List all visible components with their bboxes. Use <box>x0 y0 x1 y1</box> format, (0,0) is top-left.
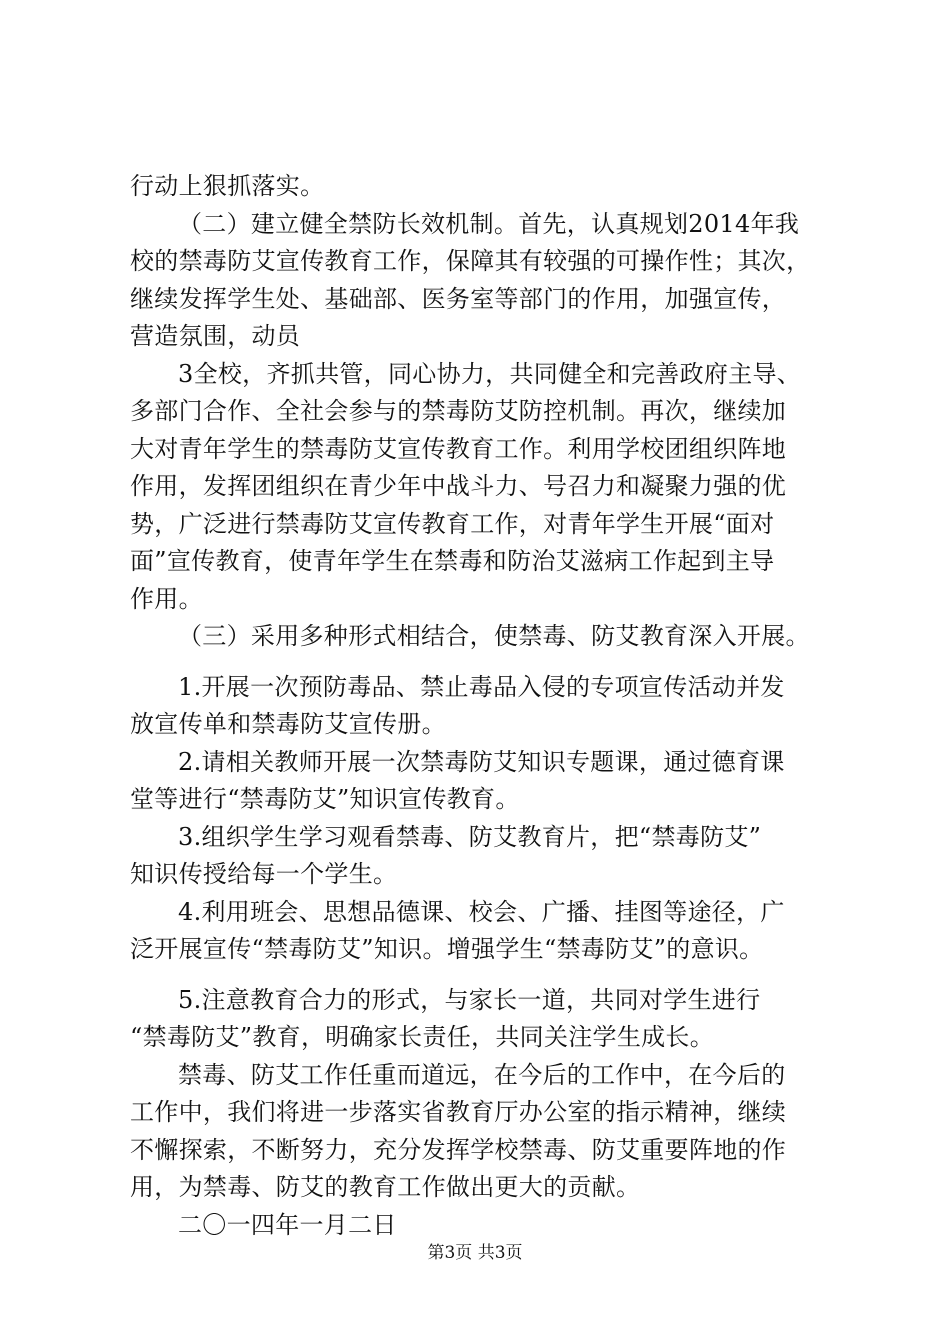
text-line: 行动上狠抓落实。 <box>130 172 325 200</box>
text-line: 校的禁毒防艾宣传教育工作，保障其有较强的可操作性；其次， <box>130 247 811 275</box>
text-line: 营造氛围，动员 <box>130 322 301 350</box>
text-line: 放宣传单和禁毒防艾宣传册。 <box>130 710 446 738</box>
text-line: 不懈探索，不断努力，充分发挥学校禁毒、防艾重要阵地的作 <box>130 1135 787 1164</box>
page-footer: 第3页 共3页 <box>427 1243 523 1263</box>
text-line: 泛开展宣传“禁毒防艾”知识。增强学生“禁毒防艾”的意识。 <box>130 935 764 963</box>
text-line: 1.开展一次预防毒品、禁止毒品入侵的专项宣传活动并发 <box>178 672 785 701</box>
text-line: 2.请相关教师开展一次禁毒防艾知识专题课，通过德育课 <box>178 747 785 776</box>
text-line: （二）建立健全禁防长效机制。首先，认真规划2014年我 <box>178 209 800 238</box>
text-line: 势，广泛进行禁毒防艾宣传教育工作，对青年学生开展“面对 <box>130 509 775 538</box>
paragraph-gap <box>130 969 855 982</box>
text-line: 用，为禁毒、防艾的教育工作做出更大的贡献。 <box>130 1173 641 1201</box>
text-line: 二〇一四年一月二日 <box>178 1210 397 1239</box>
text-line: 继续发挥学生处、基础部、医务室等部门的作用，加强宣传， <box>130 284 787 313</box>
text-line: 4.利用班会、思想品德课、校会、广播、挂图等途径，广 <box>178 897 785 926</box>
text-line: 作用。 <box>130 584 203 613</box>
text-line: 3.组织学生学习观看禁毒、防艾教育片，把“禁毒防艾” <box>178 822 762 851</box>
paragraph-gap <box>130 656 855 669</box>
text-line: 多部门合作、全社会参与的禁毒防艾防控机制。再次，继续加 <box>130 397 787 425</box>
text-line: 面”宣传教育，使青年学生在禁毒和防治艾滋病工作起到主导 <box>130 547 775 575</box>
text-line: 禁毒、防艾工作任重而道远，在今后的工作中，在今后的 <box>178 1060 786 1089</box>
text-line: 大对青年学生的禁毒防艾宣传教育工作。利用学校团组织阵地 <box>130 434 787 463</box>
text-line: 3全校，齐抓共管，同心协力，共同健全和完善政府主导、 <box>178 359 802 388</box>
text-line: 作用，发挥团组织在青少年中战斗力、号召力和凝聚力强的优 <box>130 472 787 500</box>
text-line: “禁毒防艾”教育，明确家长责任，共同关注学生成长。 <box>130 1023 715 1051</box>
text-line: 5.注意教育合力的形式，与家长一道，共同对学生进行 <box>178 985 761 1014</box>
text-line: 知识传授给每一个学生。 <box>130 860 398 888</box>
text-line: （三）采用多种形式相结合，使禁毒、防艾教育深入开展。 <box>178 622 810 650</box>
text-line: 堂等进行“禁毒防艾”知识宣传教育。 <box>130 785 520 813</box>
text-line: 工作中，我们将进一步落实省教育厅办公室的指示精神，继续 <box>130 1098 787 1126</box>
document-body <box>130 168 855 1244</box>
